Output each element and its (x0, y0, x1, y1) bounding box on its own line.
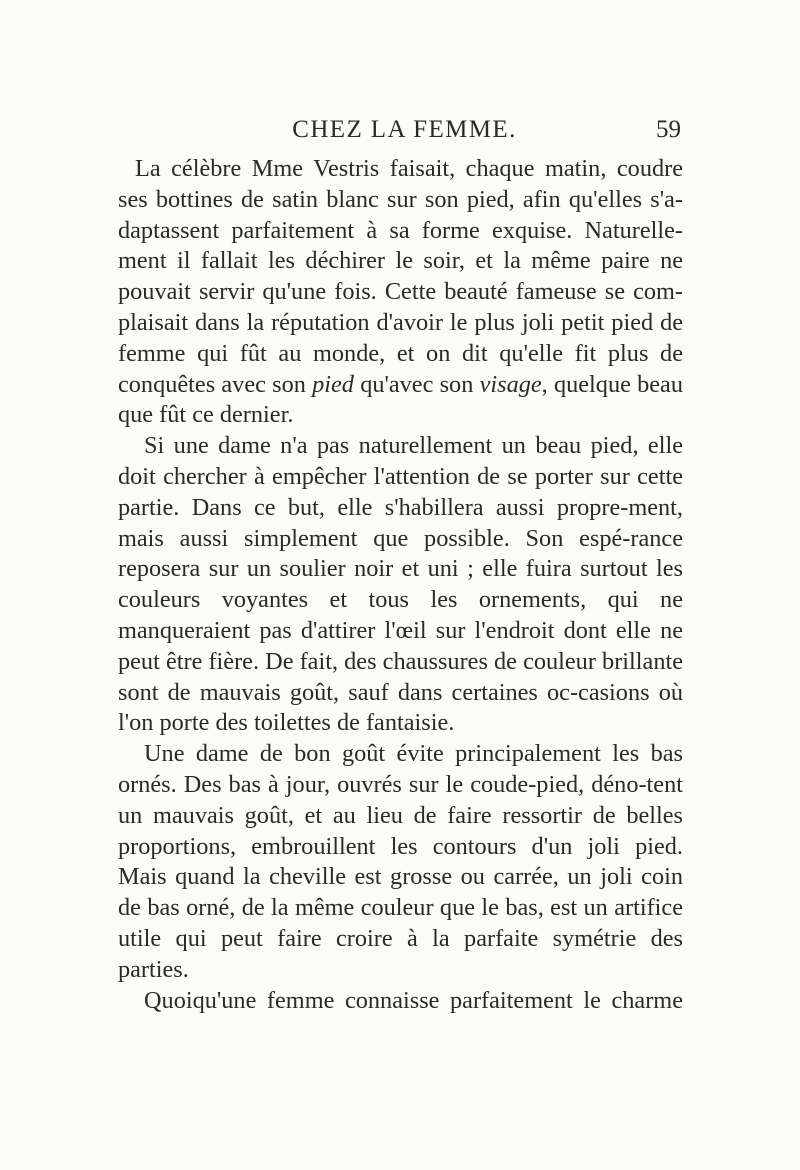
emphasis-pied: pied (312, 370, 354, 398)
page-number: 59 (656, 116, 681, 143)
paragraph-1-text-a: La célèbre Mme Vestris faisait, chaque matin, coudre ses bottines de satin blanc sur son pied, afin qu'elles s'a-daptassent parfaitement à sa forme exquise. Naturelle-ment il fallait les déchirer le soir, et la même paire ne pouvait servir qu'une fois. Cette beauté fameuse se com-plaisait dans la réputation d'avoir le plus joli petit pied de femme qui fût au monde, et on dit qu'elle fit plus de conquêtes avec son (118, 155, 683, 398)
paragraph-1-text-b: qu'avec son (360, 370, 474, 398)
paragraph-2: Si une dame n'a pas naturellement un beau pied, elle doit chercher à empêcher l'attention de se porter sur cette partie. Dans ce but, elle s'habillera aussi propre-ment, mais aussi simplement que possible. Son espé-rance reposera sur un soulier noir et uni ; elle fuira surtout les couleurs voyantes et tous les ornements, qui ne manqueraient pas d'attirer l'œil sur l'endroit dont elle ne peut être fière. De fait, des chaussures de couleur brillante sont de mauvais goût, sauf dans certaines oc-casions où l'on porte des toilettes de fantaisie. (118, 432, 683, 737)
paragraph-1 (118, 154, 683, 431)
paragraph-4: Quoiqu'une femme connaisse parfaitement le charme (144, 986, 683, 1014)
paragraph-3: Une dame de bon goût évite principalement les bas ornés. Des bas à jour, ouvrés sur le coude-pied, déno-tent un mauvais goût, et au lieu de faire ressortir de belles proportions, embrouillent les contours d'un joli pied. Mais quand la cheville est grosse ou carrée, un joli coin de bas orné, de la même couleur que le bas, est un artifice utile qui peut faire croire à la parfaite symétrie des parties. (118, 740, 683, 983)
body-text (118, 154, 683, 1016)
paragraph-1-text-c: , quelque beau que fût ce dernier. (118, 370, 683, 429)
emphasis-visage: visage (479, 370, 542, 398)
running-title: CHEZ LA FEMME. (292, 116, 517, 143)
running-head (118, 113, 683, 149)
